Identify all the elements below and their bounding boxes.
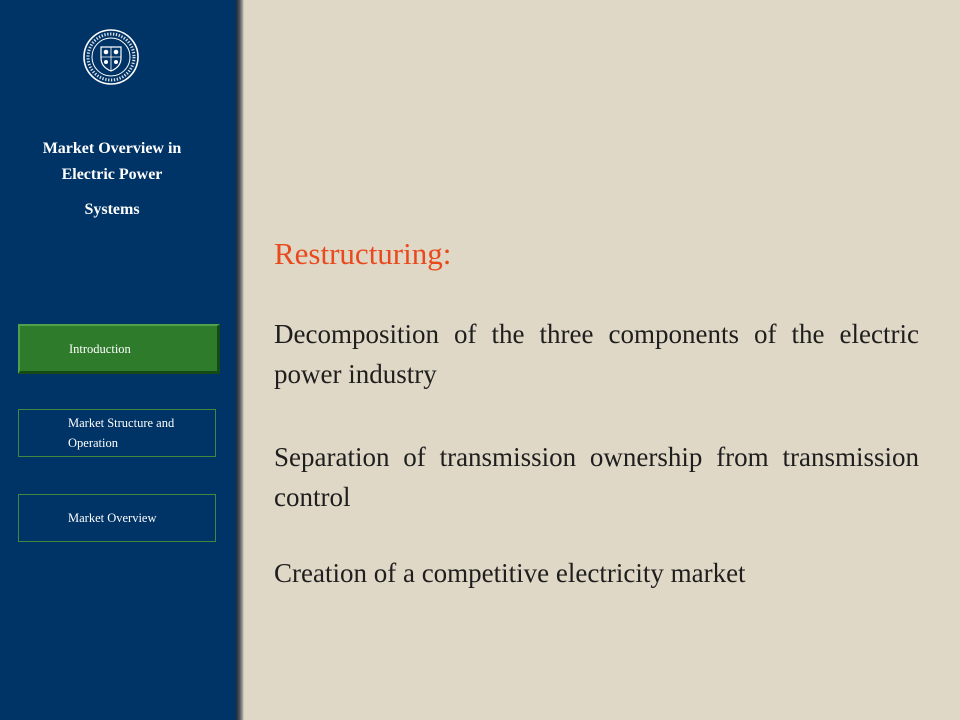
nav-button-introduction[interactable] — [18, 324, 220, 374]
bullet-paragraph-1: Decomposition of the three components of the electric power industry — [274, 319, 919, 389]
nav-button-label: Market Structure and Operation — [68, 416, 175, 450]
nav-button-market-overview[interactable] — [18, 494, 216, 542]
nav-button-label: Introduction — [69, 341, 131, 356]
nav-button-market-structure[interactable] — [18, 409, 216, 457]
sidebar — [0, 0, 236, 720]
bullet-paragraph-2: Separation of transmission ownership from transmission control — [274, 442, 919, 512]
sidebar-title-line2: Electric Power — [61, 166, 163, 183]
sidebar-title-line3: Systems — [84, 201, 140, 218]
sidebar-title — [0, 136, 224, 188]
nav-button-label: Market Overview — [68, 511, 157, 525]
university-seal-icon — [82, 28, 140, 86]
bullet-paragraph-3: Creation of a competitive electricity market — [274, 558, 746, 588]
sidebar-title-line1: Market Overview in — [42, 140, 182, 157]
slide-heading: Restructuring: — [274, 236, 452, 271]
sidebar-shadow — [236, 0, 244, 720]
